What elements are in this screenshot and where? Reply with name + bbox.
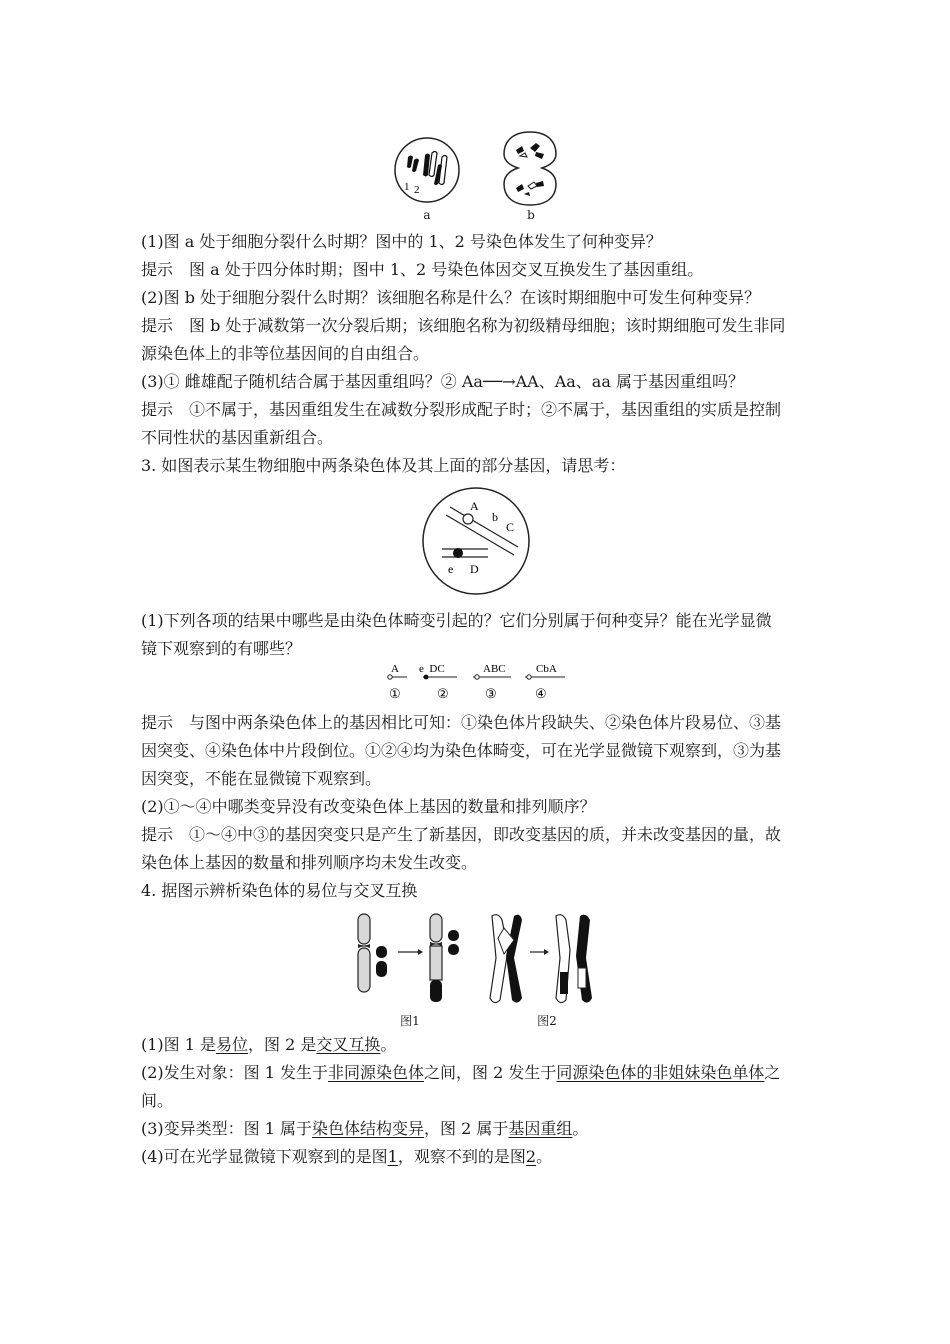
answer-underline: 易位 (216, 1035, 249, 1054)
answer-underline: 染色体结构变异 (312, 1119, 425, 1138)
q2-line-3: (2)图 b 处于细胞分裂什么时期？该细胞名称是什么？在该时期细胞中可发生何种变异？ (141, 288, 761, 307)
cell-figure-a (392, 135, 462, 205)
chromosome-label-1: 1 (404, 181, 410, 193)
figure-1-caption: 图1 (400, 1014, 420, 1028)
text-segment: 。 (572, 1119, 589, 1138)
hint-prefix: 提示 (141, 260, 174, 279)
option-4-number: ④ (535, 686, 547, 701)
q2-line-8: 不同性状的基因重新组合。 (141, 428, 334, 447)
q2-hint-2 (141, 315, 811, 337)
hint-prefix: 提示 (141, 713, 174, 732)
q3-answer-3: 因突变，不能在显微镜下观察到。 (141, 769, 382, 788)
q4-statement-1 (141, 1034, 811, 1056)
q2-hint-1 (141, 259, 811, 281)
figure-2-caption: 图2 (537, 1014, 557, 1028)
q4-statement-3 (141, 1118, 811, 1140)
q4-statement-2 (141, 1062, 811, 1084)
q3-line-1: (1)下列各项的结果中哪些是由染色体畸变引起的？它们分别属于何种变异？能在光学显微 (141, 611, 772, 630)
q2-hint-3 (141, 399, 811, 421)
gene-label-D: D (470, 562, 479, 576)
text-segment: (3)变异类型：图 1 属于 (141, 1119, 313, 1138)
answer-underline: 2 (525, 1147, 537, 1166)
option-3-number: ③ (485, 686, 497, 701)
answer-underline: 交叉互换 (316, 1035, 381, 1054)
q3-answer-5: 染色体上基因的数量和排列顺序均未发生改变。 (141, 853, 478, 872)
q3-title: 3. 如图表示某生物细胞中两条染色体及其上面的部分基因，请思考： (141, 456, 626, 475)
hint-text: ①～④中③的基因突变只是产生了新基因，即改变基因的质，并未改变基因的量，故 (189, 825, 782, 844)
hint-text: 图 a 处于四分体时期；图中 1、2 号染色体因交叉互换发生了基因重组。 (189, 260, 704, 279)
q3-question-2: (2)①～④中哪类变异没有改变染色体上基因的数量和排列顺序？ (141, 797, 596, 816)
q3-answer-1 (141, 712, 811, 734)
hint-text: ①不属于，基因重组发生在减数分裂形成配子时；②不属于，基因重组的实质是控制 (189, 400, 782, 419)
text-segment: (1)图 1 是 (141, 1035, 217, 1054)
mutation-options-figure (385, 660, 570, 705)
hint-prefix: 提示 (141, 825, 174, 844)
answer-underline: 基因重组 (508, 1119, 573, 1138)
gene-label-e: e (448, 562, 454, 576)
option-4-genes: CbA (536, 663, 557, 675)
text-segment: 。 (536, 1147, 553, 1166)
gene-label-b: b (492, 510, 498, 524)
q3-line-2: 镜下观察到的有哪些？ (141, 639, 302, 658)
q2-line-1: (1)图 a 处于细胞分裂什么时期？图中的 1、2 号染色体发生了何种变异？ (141, 232, 662, 251)
q4-title: 4. 据图示辨析染色体的易位与交叉互换 (141, 881, 418, 900)
hint-text: 与图中两条染色体上的基因相比可知：①染色体片段缺失、②染色体片段易位、③基 (189, 713, 782, 732)
text-segment: 之间，图 2 发生于 (424, 1063, 557, 1082)
crossover-figure (484, 910, 604, 1010)
q2-line-6: (3)① 雌雄配子随机结合属于基因重组吗？② Aa──→AA、Aa、aa 属于基因重组吗？ (141, 372, 744, 391)
q4-statement-4 (141, 1146, 811, 1168)
option-1-genes: A (391, 663, 399, 675)
chromosome-gene-figure (420, 485, 532, 597)
option-2-genes: e DC (419, 663, 445, 675)
answer-underline: 同源染色体的非姐妹染色单体 (556, 1063, 765, 1082)
gene-label-C: C (506, 520, 515, 534)
q3-answer-2: 因突变、④染色体中片段倒位。①②④均为染色体畸变，可在光学显微镜下观察到，③为基 (141, 741, 782, 760)
text-segment: 之 (764, 1063, 781, 1082)
answer-underline: 非同源染色体 (328, 1063, 425, 1082)
text-segment: ，观察不到的是图 (397, 1147, 526, 1166)
text-segment: (4)可在光学显微镜下观察到的是图 (141, 1147, 388, 1166)
answer-underline: 1 (387, 1147, 398, 1166)
text-segment: ，图 2 是 (248, 1035, 317, 1054)
hint-prefix: 提示 (141, 316, 174, 335)
text-segment: (2)发生对象：图 1 发生于 (141, 1063, 329, 1082)
translocation-figure (352, 910, 470, 1010)
cell-figure-b (502, 128, 558, 208)
q2-line-5: 源染色体上的非等位基因间的自由组合。 (141, 344, 430, 363)
hint-text: 图 b 处于减数第一次分裂后期；该细胞名称为初级精母细胞；该时期细胞可发生非同 (189, 316, 786, 335)
q4-statement-2-cont: 间。 (141, 1091, 174, 1110)
option-2-number: ② (437, 686, 449, 701)
option-1-number: ① (389, 686, 401, 701)
text-segment: 。 (380, 1035, 397, 1054)
hint-prefix: 提示 (141, 400, 174, 419)
figure-a-label: a (423, 208, 431, 222)
q3-answer-4 (141, 824, 811, 846)
text-segment: ，图 2 属于 (424, 1119, 509, 1138)
chromosome-label-2: 2 (414, 184, 420, 196)
figure-b-label: b (527, 208, 535, 222)
gene-label-A: A (470, 499, 479, 513)
option-3-genes: ABC (483, 663, 506, 675)
